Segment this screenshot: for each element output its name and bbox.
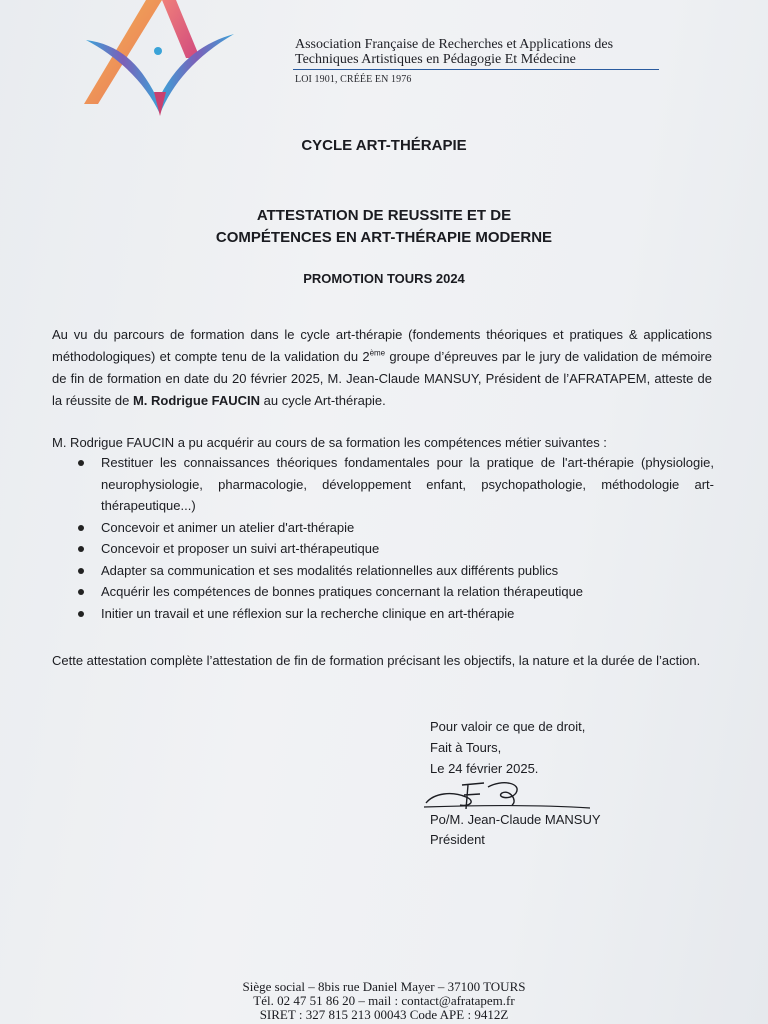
legal-status: LOI 1901, CRÉÉE EN 1976 — [295, 74, 412, 85]
closing-date: Le 24 février 2025. — [430, 761, 539, 776]
signer-block — [430, 810, 601, 850]
footer-siret: SIRET : 327 815 213 00043 Code APE : 9412Z — [259, 1007, 509, 1022]
org-name-line-1: Association Française de Recherches et Applications des — [295, 37, 614, 52]
competences-intro: M. Rodrigue FAUCIN a pu acquérir au cours de sa formation les compétences métier suivantes : — [52, 435, 607, 450]
competences-list — [76, 452, 714, 624]
list-item: Concevoir et animer un atelier d'art-thérapie — [76, 517, 714, 539]
header-rule — [293, 69, 659, 70]
paragraph1-text-c: au cycle Art-thérapie. — [260, 393, 386, 408]
footer-address: Siège social – 8bis rue Daniel Mayer – 37100 TOURS — [242, 979, 526, 994]
list-item: Concevoir et proposer un suivi art-thérapeutique — [76, 538, 714, 560]
list-item: Initier un travail et une réflexion sur la recherche clinique en art-thérapie — [76, 603, 714, 625]
attestation-title-line-1: ATTESTATION DE REUSSITE ET DE — [256, 207, 512, 224]
paragraph1-text-a: Au vu du parcours de formation dans le cycle art-thérapie (fondements théoriques et pratiques & applications méthodologiques) et compte tenu de la validation du 2 — [52, 327, 712, 364]
recipient-name: M. Rodrigue FAUCIN — [132, 393, 261, 408]
closing-line-1: Pour valoir ce que de droit, — [430, 719, 586, 734]
complement-paragraph: Cette attestation complète l’attestation de fin de formation précisant les objectifs, la nature et la durée de l’action. — [52, 653, 701, 668]
footer — [0, 980, 768, 1022]
attestation-title — [0, 205, 768, 249]
footer-contact: Tél. 02 47 51 86 20 – mail : contact@afratapem.fr — [253, 993, 515, 1008]
paragraph1-superscript: ème — [369, 348, 386, 358]
attestation-title-line-2: COMPÉTENCES EN ART-THÉRAPIE MODERNE — [215, 229, 553, 246]
handwritten-signature-icon — [422, 775, 592, 815]
validation-paragraph — [52, 324, 712, 412]
org-name-line-2: Techniques Artistiques en Pédagogie Et Médecine — [295, 52, 576, 67]
cycle-title: CYCLE ART-THÉRAPIE — [301, 137, 467, 154]
signer-name: Po/M. Jean-Claude MANSUY — [430, 812, 601, 827]
signer-role: Président — [430, 832, 485, 847]
promotion-title: PROMOTION TOURS 2024 — [303, 271, 465, 286]
paragraph1-text-b: groupe d’épreuves par le jury de validation de mémoire de fin de formation en date du 20 février 2025, M. Jean-Claude MANSUY, Président de l’AFRATAPEM, atteste de la réussite de — [52, 349, 712, 408]
afratapem-logo-icon — [76, 0, 242, 122]
list-item: Restituer les connaissances théoriques fondamentales pour la pratique de l'art-thérapie (physiologie, neurophysiologie, pharmacologie, développement enfant, psychopathologie, méthodologie art-thérapeutique...) — [76, 452, 714, 517]
list-item: Adapter sa communication et ses modalités relationnelles aux différents publics — [76, 560, 714, 582]
closing-line-2: Fait à Tours, — [430, 740, 502, 755]
list-item: Acquérir les compétences de bonnes pratiques concernant la relation thérapeutique — [76, 581, 714, 603]
closing-block — [430, 716, 585, 779]
organization-name — [295, 37, 613, 67]
